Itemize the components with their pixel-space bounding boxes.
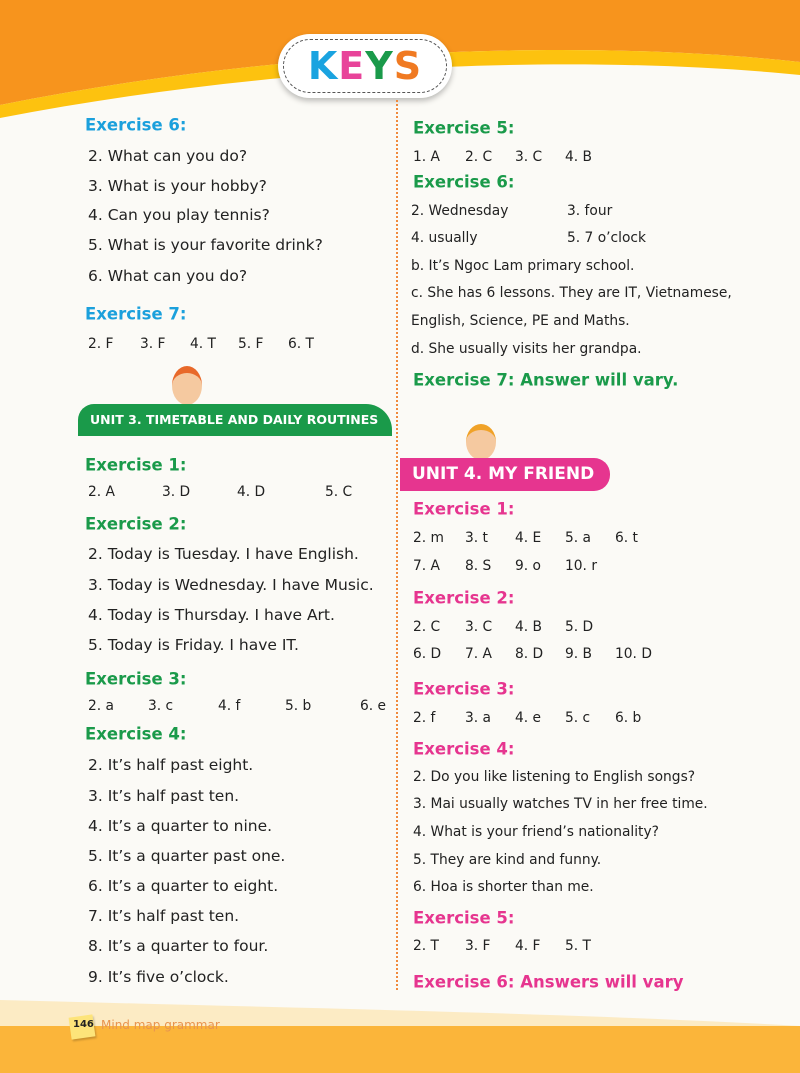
- answer-item: 5. D: [565, 619, 594, 635]
- exercise-heading: Exercise 5:: [413, 908, 515, 928]
- answer-item: 6. T: [288, 336, 314, 352]
- answer-line: 5. It’s a quarter past one.: [88, 847, 286, 865]
- title-letter: S: [393, 44, 423, 88]
- answer-item: 2. f: [413, 710, 436, 726]
- answer-item: 3. F: [140, 336, 166, 352]
- answer-line: 2. Do you like listening to English songs?: [413, 769, 696, 785]
- answer-line: 2. What can you do?: [88, 147, 248, 165]
- answer-item: 3. four: [567, 203, 613, 219]
- answer-item: 4. F: [515, 938, 541, 954]
- page-number: 146: [73, 1019, 94, 1030]
- title-letter: E: [338, 44, 366, 88]
- answer-item: 2. A: [88, 484, 115, 500]
- answer-line: 3. It’s half past ten.: [88, 787, 240, 805]
- answer-line: 8. It’s a quarter to four.: [88, 937, 269, 955]
- unit3-title: UNIT 3. TIMETABLE AND DAILY ROUTINES: [90, 412, 379, 427]
- answer-line: 6. It’s a quarter to eight.: [88, 877, 279, 895]
- answer-item: 6. t: [615, 530, 638, 546]
- answer-item: 5. a: [565, 530, 592, 546]
- answer-item: 3. D: [162, 484, 191, 500]
- answer-item: 2. C: [413, 619, 441, 635]
- answer-item: 7. A: [465, 646, 492, 662]
- answer-line: c. She has 6 lessons. They are IT, Vietnamese,: [411, 285, 732, 301]
- exercise-heading: Exercise 4:: [413, 739, 515, 759]
- answer-item: 3. t: [465, 530, 488, 546]
- answer-line: 5. They are kind and funny.: [413, 852, 602, 868]
- answer-item: 5. c: [565, 710, 591, 726]
- answer-item: 7. A: [413, 558, 440, 574]
- answer-item: 1. A: [413, 149, 440, 165]
- exercise-heading: Exercise 5:: [413, 118, 515, 138]
- boy-illustration: [172, 366, 202, 405]
- column-divider: [396, 100, 398, 990]
- answer-item: 6. D: [413, 646, 442, 662]
- title-letter: Y: [365, 44, 394, 88]
- girl-illustration: [466, 424, 496, 460]
- answer-item: 3. a: [465, 710, 492, 726]
- answer-line: 3. Today is Wednesday. I have Music.: [88, 576, 374, 594]
- title-letter: K: [307, 44, 339, 88]
- answer-line: 4. It’s a quarter to nine.: [88, 817, 273, 835]
- answer-item: 6. e: [360, 698, 387, 714]
- answer-line: 2. It’s half past eight.: [88, 756, 254, 774]
- answer-line: 3. What is your hobby?: [88, 177, 267, 195]
- answer-item: 5. b: [285, 698, 312, 714]
- answer-line: 3. Mai usually watches TV in her free time.: [413, 796, 708, 812]
- exercise-heading: Exercise 2:: [413, 588, 515, 608]
- exercise-heading: Exercise 1:: [85, 455, 187, 475]
- exercise-heading: Exercise 6:: [85, 115, 187, 135]
- answer-line: 4. What is your friend’s nationality?: [413, 824, 659, 840]
- answer-line: 5. What is your favorite drink?: [88, 236, 323, 254]
- exercise-heading: Exercise 1:: [413, 499, 515, 519]
- answer-item: 8. D: [515, 646, 544, 662]
- exercise-heading: Exercise 3:: [85, 669, 187, 689]
- answer-line: 7. It’s half past ten.: [88, 907, 240, 925]
- answer-item: 5. 7 o’clock: [567, 230, 646, 246]
- answer-item: 2. C: [465, 149, 493, 165]
- answer-line: English, Science, PE and Maths.: [411, 313, 630, 329]
- answer-item: 5. T: [565, 938, 591, 954]
- answer-line: 6. Hoa is shorter than me.: [413, 879, 594, 895]
- answer-item: 8. S: [465, 558, 492, 574]
- exercise-heading: Exercise 4:: [85, 724, 187, 744]
- answer-item: 10. D: [615, 646, 652, 662]
- answer-item: 5. F: [238, 336, 264, 352]
- unit4-title: UNIT 4. MY FRIEND: [412, 464, 595, 484]
- answer-item: 4. usually: [411, 230, 478, 246]
- answer-item: 2. Wednesday: [411, 203, 509, 219]
- unit3-banner: [78, 404, 392, 436]
- answer-item: 3. c: [148, 698, 174, 714]
- exercise-heading: Exercise 7: Answer will vary.: [413, 370, 679, 390]
- answer-item: 4. e: [515, 710, 542, 726]
- answer-item: 3. F: [465, 938, 491, 954]
- answer-item: 4. B: [515, 619, 543, 635]
- answer-item: 4. f: [218, 698, 241, 714]
- answer-item: 5. C: [325, 484, 353, 500]
- answer-item: 4. E: [515, 530, 542, 546]
- answer-item: 9. o: [515, 558, 541, 574]
- book-title: Mind map grammar: [101, 1018, 220, 1032]
- answer-item: 2. T: [413, 938, 439, 954]
- keys-title-badge: [278, 34, 452, 98]
- answer-line: 4. Can you play tennis?: [88, 206, 270, 224]
- answer-item: 4. B: [565, 149, 593, 165]
- answer-item: 2. a: [88, 698, 115, 714]
- answer-item: 3. C: [515, 149, 543, 165]
- exercise-heading: Exercise 6: Answers will vary: [413, 972, 684, 992]
- answer-line: 4. Today is Thursday. I have Art.: [88, 606, 335, 624]
- exercise-heading: Exercise 2:: [85, 514, 187, 534]
- answer-line: 6. What can you do?: [88, 267, 248, 285]
- answer-item: 6. b: [615, 710, 642, 726]
- exercise-heading: Exercise 6:: [413, 172, 515, 192]
- footer-band: [0, 1000, 800, 1073]
- answer-line: d. She usually visits her grandpa.: [411, 341, 642, 357]
- answer-line: 2. Today is Tuesday. I have English.: [88, 545, 359, 563]
- answer-item: 2. F: [88, 336, 114, 352]
- keys-title: [278, 44, 452, 88]
- answer-item: 4. D: [237, 484, 266, 500]
- answer-item: 9. B: [565, 646, 593, 662]
- answer-line: b. It’s Ngoc Lam primary school.: [411, 258, 635, 274]
- answer-item: 10. r: [565, 558, 597, 574]
- exercise-heading: Exercise 3:: [413, 679, 515, 699]
- answer-item: 2. m: [413, 530, 444, 546]
- exercise-heading: Exercise 7:: [85, 304, 187, 324]
- unit4-banner: [400, 458, 610, 491]
- answer-line: 9. It’s five o’clock.: [88, 968, 229, 986]
- answer-line: 5. Today is Friday. I have IT.: [88, 636, 299, 654]
- answer-item: 3. C: [465, 619, 493, 635]
- answer-item: 4. T: [190, 336, 216, 352]
